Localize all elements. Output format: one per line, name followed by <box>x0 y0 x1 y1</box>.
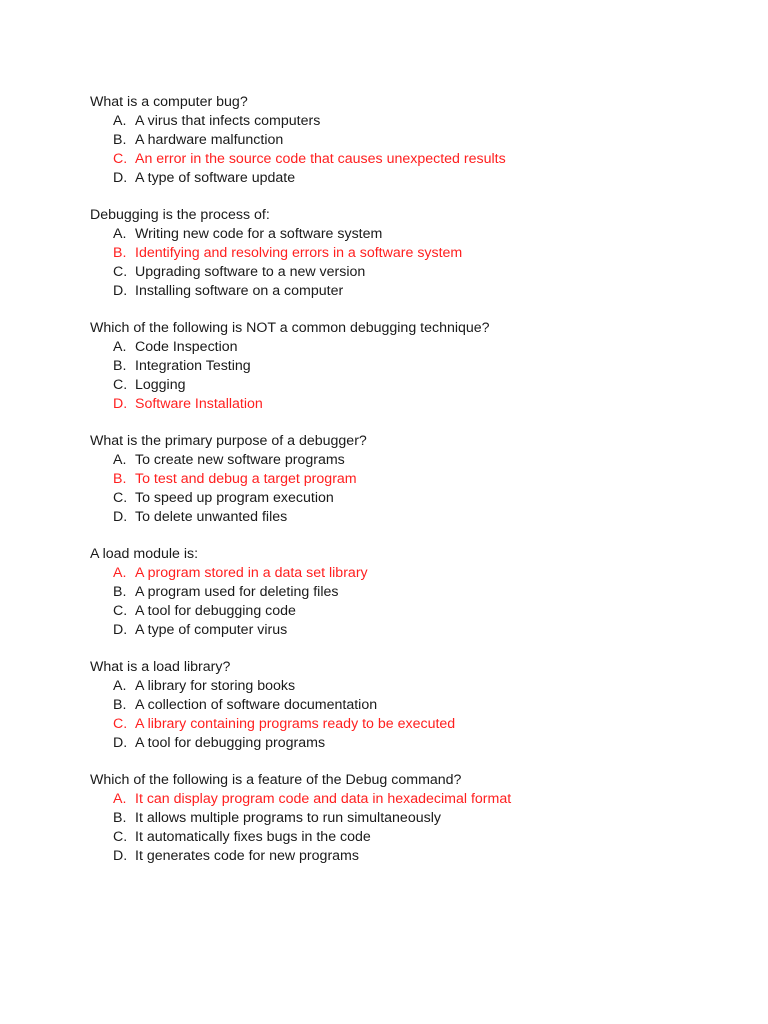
answer-options <box>90 790 730 866</box>
option-letter: A. <box>113 678 127 694</box>
option-letter: A. <box>113 565 127 581</box>
option-text: Software Installation <box>135 396 263 412</box>
answer-options <box>90 225 730 301</box>
question-block <box>90 545 730 640</box>
option-letter: B. <box>113 584 127 600</box>
answer-option-correct <box>90 790 730 809</box>
answer-option <box>90 357 730 376</box>
question-block <box>90 771 730 866</box>
answer-option <box>90 583 730 602</box>
answer-option <box>90 338 730 357</box>
option-text: It can display program code and data in hexadecimal format <box>135 791 512 807</box>
option-text: It allows multiple programs to run simultaneously <box>135 810 441 826</box>
option-text: A collection of software documentation <box>135 697 378 713</box>
answer-option <box>90 602 730 621</box>
option-text: A library containing programs ready to be executed <box>135 716 456 732</box>
option-letter: A. <box>113 226 127 242</box>
option-letter: C. <box>113 603 128 619</box>
answer-option <box>90 451 730 470</box>
answer-option-correct <box>90 395 730 414</box>
question-block <box>90 93 730 188</box>
option-letter: B. <box>113 471 127 487</box>
option-letter: A. <box>113 791 127 807</box>
option-text: Logging <box>135 377 186 393</box>
question-text: What is a load library? <box>90 659 231 675</box>
answer-options <box>90 677 730 753</box>
option-text: To test and debug a target program <box>135 471 357 487</box>
answer-option <box>90 489 730 508</box>
option-text: A tool for debugging programs <box>135 735 326 751</box>
answer-option <box>90 169 730 188</box>
option-letter: B. <box>113 245 127 261</box>
answer-option <box>90 263 730 282</box>
answer-option <box>90 696 730 715</box>
answer-options <box>90 564 730 640</box>
option-letter: D. <box>113 396 128 412</box>
option-text: Writing new code for a software system <box>135 226 383 242</box>
answer-option <box>90 282 730 301</box>
option-text: To speed up program execution <box>135 490 334 506</box>
answer-options <box>90 451 730 527</box>
option-text: Integration Testing <box>135 358 251 374</box>
option-letter: D. <box>113 509 128 525</box>
answer-option <box>90 847 730 866</box>
option-letter: A. <box>113 339 127 355</box>
option-letter: C. <box>113 264 128 280</box>
question-text: Which of the following is NOT a common debugging technique? <box>90 320 490 336</box>
answer-option-correct <box>90 244 730 263</box>
option-text: Upgrading software to a new version <box>135 264 366 280</box>
answer-option-correct <box>90 564 730 583</box>
answer-options <box>90 338 730 414</box>
answer-option-correct <box>90 150 730 169</box>
option-text: An error in the source code that causes unexpected results <box>135 151 506 167</box>
question-block <box>90 658 730 753</box>
answer-option <box>90 131 730 150</box>
answer-option <box>90 112 730 131</box>
option-text: A program stored in a data set library <box>135 565 368 581</box>
answer-option <box>90 225 730 244</box>
option-text: A hardware malfunction <box>135 132 284 148</box>
question-text: Debugging is the process of: <box>90 207 270 223</box>
option-letter: D. <box>113 848 128 864</box>
option-letter: A. <box>113 452 127 468</box>
option-text: To delete unwanted files <box>135 509 288 525</box>
option-letter: D. <box>113 735 128 751</box>
option-letter: C. <box>113 716 128 732</box>
answer-option <box>90 677 730 696</box>
option-letter: A. <box>113 113 127 129</box>
option-text: A type of computer virus <box>135 622 288 638</box>
answer-option-correct <box>90 715 730 734</box>
answer-option <box>90 376 730 395</box>
option-letter: B. <box>113 358 127 374</box>
option-letter: B. <box>113 810 127 826</box>
option-letter: B. <box>113 697 127 713</box>
option-text: It generates code for new programs <box>135 848 359 864</box>
question-block <box>90 206 730 301</box>
question-text: What is the primary purpose of a debugger? <box>90 433 367 449</box>
option-text: Identifying and resolving errors in a software system <box>135 245 463 261</box>
option-letter: D. <box>113 283 128 299</box>
option-text: Code Inspection <box>135 339 238 355</box>
answer-option <box>90 809 730 828</box>
option-text: A tool for debugging code <box>135 603 296 619</box>
option-text: Installing software on a computer <box>135 283 344 299</box>
question-text: A load module is: <box>90 546 199 562</box>
answer-option <box>90 621 730 640</box>
answer-option <box>90 508 730 527</box>
option-text: A type of software update <box>135 170 296 186</box>
option-letter: C. <box>113 829 128 845</box>
question-text: What is a computer bug? <box>90 94 248 110</box>
answer-option-correct <box>90 470 730 489</box>
answer-options <box>90 112 730 188</box>
question-block <box>90 432 730 527</box>
answer-option <box>90 734 730 753</box>
option-text: A program used for deleting files <box>135 584 339 600</box>
quiz-document <box>90 93 730 884</box>
option-letter: B. <box>113 132 127 148</box>
option-text: It automatically fixes bugs in the code <box>135 829 371 845</box>
option-letter: C. <box>113 490 128 506</box>
option-letter: D. <box>113 622 128 638</box>
answer-option <box>90 828 730 847</box>
option-letter: C. <box>113 151 128 167</box>
question-block <box>90 319 730 414</box>
option-text: A virus that infects computers <box>135 113 321 129</box>
option-letter: D. <box>113 170 128 186</box>
question-text: Which of the following is a feature of the Debug command? <box>90 772 462 788</box>
option-letter: C. <box>113 377 128 393</box>
option-text: To create new software programs <box>135 452 345 468</box>
option-text: A library for storing books <box>135 678 296 694</box>
